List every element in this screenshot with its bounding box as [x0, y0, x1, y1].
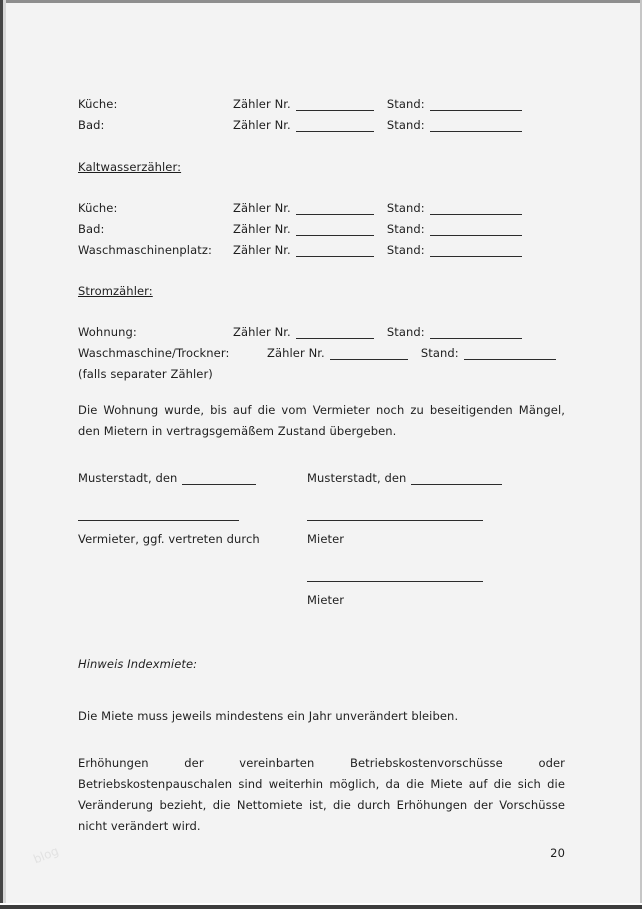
signer-label-mieter-2: Mieter [307, 593, 345, 607]
stand-label: Stand: [386, 243, 425, 257]
zaehler-nr-field [296, 213, 374, 215]
separate-meter-note: (falls separater Zähler) [78, 367, 213, 381]
stand-field [430, 109, 522, 111]
stand-field [430, 337, 522, 339]
room-label: Küche: [78, 201, 118, 215]
zaehler-nr-label: Zähler Nr. [233, 97, 291, 111]
meter-row-kueche [78, 198, 565, 219]
date-field [182, 483, 256, 485]
room-label: Bad: [78, 222, 105, 236]
section-heading-strom: Stromzähler: [78, 284, 153, 298]
signer-label-mieter-1: Mieter [307, 532, 345, 546]
page-edge-top [0, 0, 642, 3]
signature-line-mieter-2 [307, 550, 483, 582]
signature-column-vermieter [78, 468, 307, 611]
meter-row-waschmaschinenplatz [78, 240, 565, 261]
stand-field [430, 255, 522, 257]
meter-row-bad [78, 219, 565, 240]
index-notice-heading: Hinweis Indexmiete: [78, 657, 198, 671]
room-label: Bad: [78, 118, 105, 132]
zaehler-nr-field [296, 234, 374, 236]
room-label: Waschmaschine/Trockner: [78, 346, 230, 360]
zaehler-nr-field [296, 337, 374, 339]
zaehler-nr-label: Zähler Nr. [233, 222, 291, 236]
index-notice-paragraph-1: Die Miete muss jeweils mindestens ein Jahr unverändert bleiben. [78, 709, 459, 723]
zaehler-nr-label: Zähler Nr. [233, 243, 291, 257]
stand-field [430, 130, 522, 132]
zaehler-nr-field [296, 255, 374, 257]
meter-row-wohnung [78, 322, 565, 343]
city-date-label: Musterstadt, den [78, 471, 178, 485]
stand-label: Stand: [386, 118, 425, 132]
watermark: blog [31, 843, 61, 867]
date-row [307, 468, 565, 489]
stand-label: Stand: [386, 222, 425, 236]
date-row [78, 468, 307, 489]
city-date-label: Musterstadt, den [307, 471, 407, 485]
page-edge-bottom [0, 905, 642, 909]
signature-line-mieter-1 [307, 489, 483, 521]
stand-label: Stand: [386, 97, 425, 111]
page-number: 20 [550, 846, 565, 860]
zaehler-nr-field [330, 358, 408, 360]
stand-label: Stand: [386, 325, 425, 339]
handover-paragraph: Die Wohnung wurde, bis auf die vom Vermieter noch zu beseitigenden Mängel, den Mietern in vertragsgemäßem Zustand übergeben. [78, 403, 565, 438]
date-field [411, 483, 502, 485]
page-edge-left-inner [3, 0, 6, 909]
zaehler-nr-label: Zähler Nr. [233, 118, 291, 132]
meter-row-bad [78, 115, 565, 136]
stand-field [464, 358, 556, 360]
stand-label: Stand: [420, 346, 459, 360]
zaehler-nr-field [296, 130, 374, 132]
zaehler-nr-field [296, 109, 374, 111]
index-notice-paragraph-2: Erhöhungen der vereinbarten Betriebskostenvorschüsse oder Betriebskostenpauschalen sind weiterhin möglich, da die Miete auf die sich die Veränderung bezieht, die Nettomiete ist, die durch Erhöhungen der Vorschüsse nicht verändert wird. [78, 756, 565, 833]
section-heading-kaltwasser: Kaltwasserzähler: [78, 160, 182, 174]
signature-section [78, 468, 565, 611]
stand-field [430, 234, 522, 236]
zaehler-nr-label: Zähler Nr. [233, 201, 291, 215]
room-label: Wohnung: [78, 325, 137, 339]
signature-line-vermieter [78, 489, 239, 521]
zaehler-nr-label: Zähler Nr. [233, 325, 291, 339]
stand-label: Stand: [386, 201, 425, 215]
signature-column-mieter [307, 468, 565, 611]
document-content [78, 94, 565, 864]
meter-row-waschmaschine-trockner [78, 343, 565, 364]
zaehler-nr-label: Zähler Nr. [267, 346, 325, 360]
stand-field [430, 213, 522, 215]
meter-row-kueche [78, 94, 565, 115]
room-label: Waschmaschinenplatz: [78, 243, 212, 257]
room-label: Küche: [78, 97, 118, 111]
signer-label-vermieter: Vermieter, ggf. vertreten durch [78, 532, 260, 546]
